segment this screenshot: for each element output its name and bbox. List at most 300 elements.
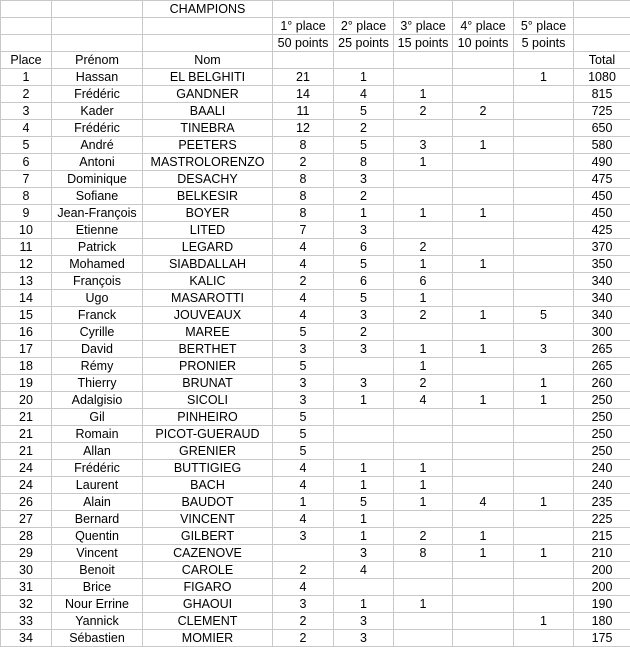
total-cell[interactable]: 190 bbox=[574, 596, 630, 613]
cell[interactable] bbox=[514, 1, 574, 18]
second-place-count[interactable]: 3 bbox=[334, 222, 394, 239]
total-cell[interactable]: 580 bbox=[574, 137, 630, 154]
second-place-count[interactable]: 8 bbox=[334, 154, 394, 171]
nom-cell[interactable]: MASTROLORENZO bbox=[143, 154, 273, 171]
points-header-3[interactable]: 15 points bbox=[394, 35, 453, 52]
place-cell[interactable]: 21 bbox=[1, 409, 52, 426]
total-cell[interactable]: 260 bbox=[574, 375, 630, 392]
nom-cell[interactable]: MASAROTTI bbox=[143, 290, 273, 307]
first-place-count[interactable]: 4 bbox=[273, 256, 334, 273]
second-place-count[interactable] bbox=[334, 443, 394, 460]
second-place-count[interactable] bbox=[334, 409, 394, 426]
total-cell[interactable]: 250 bbox=[574, 392, 630, 409]
first-place-count[interactable]: 4 bbox=[273, 477, 334, 494]
place-cell[interactable]: 3 bbox=[1, 103, 52, 120]
fourth-place-count[interactable] bbox=[453, 120, 514, 137]
nom-cell[interactable]: BUTTIGIEG bbox=[143, 460, 273, 477]
fourth-place-count[interactable] bbox=[453, 579, 514, 596]
second-place-count[interactable] bbox=[334, 579, 394, 596]
cell[interactable] bbox=[574, 18, 630, 35]
first-place-count[interactable]: 3 bbox=[273, 596, 334, 613]
fourth-place-count[interactable] bbox=[453, 171, 514, 188]
prenom-column-header[interactable]: Prénom bbox=[52, 52, 143, 69]
first-place-count[interactable]: 4 bbox=[273, 290, 334, 307]
place-header-5[interactable]: 5° place bbox=[514, 18, 574, 35]
first-place-count[interactable]: 12 bbox=[273, 120, 334, 137]
place-cell[interactable]: 17 bbox=[1, 341, 52, 358]
second-place-count[interactable] bbox=[334, 426, 394, 443]
fifth-place-count[interactable] bbox=[514, 256, 574, 273]
fifth-place-count[interactable] bbox=[514, 86, 574, 103]
third-place-count[interactable] bbox=[394, 562, 453, 579]
fourth-place-count[interactable] bbox=[453, 273, 514, 290]
third-place-count[interactable]: 1 bbox=[394, 477, 453, 494]
prenom-cell[interactable]: Frédéric bbox=[52, 86, 143, 103]
points-header-5[interactable]: 5 points bbox=[514, 35, 574, 52]
second-place-count[interactable]: 1 bbox=[334, 392, 394, 409]
nom-cell[interactable]: MAREE bbox=[143, 324, 273, 341]
third-place-count[interactable] bbox=[394, 630, 453, 647]
fourth-place-count[interactable]: 1 bbox=[453, 528, 514, 545]
third-place-count[interactable]: 2 bbox=[394, 528, 453, 545]
nom-cell[interactable]: GANDNER bbox=[143, 86, 273, 103]
fifth-place-count[interactable]: 5 bbox=[514, 307, 574, 324]
nom-cell[interactable]: PICOT-GUERAUD bbox=[143, 426, 273, 443]
prenom-cell[interactable]: Yannick bbox=[52, 613, 143, 630]
nom-cell[interactable]: LITED bbox=[143, 222, 273, 239]
third-place-count[interactable]: 1 bbox=[394, 494, 453, 511]
prenom-cell[interactable]: Gil bbox=[52, 409, 143, 426]
third-place-count[interactable]: 3 bbox=[394, 137, 453, 154]
total-cell[interactable]: 475 bbox=[574, 171, 630, 188]
first-place-count[interactable]: 8 bbox=[273, 171, 334, 188]
prenom-cell[interactable]: Brice bbox=[52, 579, 143, 596]
second-place-count[interactable]: 6 bbox=[334, 239, 394, 256]
third-place-count[interactable] bbox=[394, 222, 453, 239]
place-cell[interactable]: 31 bbox=[1, 579, 52, 596]
cell[interactable] bbox=[574, 1, 630, 18]
nom-cell[interactable]: VINCENT bbox=[143, 511, 273, 528]
fourth-place-count[interactable]: 1 bbox=[453, 341, 514, 358]
second-place-count[interactable]: 2 bbox=[334, 188, 394, 205]
third-place-count[interactable]: 2 bbox=[394, 307, 453, 324]
third-place-count[interactable] bbox=[394, 324, 453, 341]
nom-cell[interactable]: JOUVEAUX bbox=[143, 307, 273, 324]
first-place-count[interactable]: 3 bbox=[273, 341, 334, 358]
cell[interactable] bbox=[273, 1, 334, 18]
cell[interactable] bbox=[1, 35, 52, 52]
first-place-count[interactable]: 11 bbox=[273, 103, 334, 120]
cell[interactable] bbox=[1, 1, 52, 18]
prenom-cell[interactable]: Romain bbox=[52, 426, 143, 443]
first-place-count[interactable]: 5 bbox=[273, 443, 334, 460]
third-place-count[interactable] bbox=[394, 409, 453, 426]
place-cell[interactable]: 24 bbox=[1, 477, 52, 494]
fifth-place-count[interactable] bbox=[514, 239, 574, 256]
total-cell[interactable]: 340 bbox=[574, 290, 630, 307]
second-place-count[interactable] bbox=[334, 358, 394, 375]
prenom-cell[interactable]: David bbox=[52, 341, 143, 358]
total-cell[interactable]: 650 bbox=[574, 120, 630, 137]
fourth-place-count[interactable] bbox=[453, 375, 514, 392]
third-place-count[interactable] bbox=[394, 443, 453, 460]
fifth-place-count[interactable]: 1 bbox=[514, 545, 574, 562]
second-place-count[interactable]: 5 bbox=[334, 290, 394, 307]
nom-cell[interactable]: MOMIER bbox=[143, 630, 273, 647]
place-cell[interactable]: 8 bbox=[1, 188, 52, 205]
fifth-place-count[interactable] bbox=[514, 630, 574, 647]
third-place-count[interactable] bbox=[394, 613, 453, 630]
nom-cell[interactable]: PINHEIRO bbox=[143, 409, 273, 426]
third-place-count[interactable] bbox=[394, 171, 453, 188]
prenom-cell[interactable]: Quentin bbox=[52, 528, 143, 545]
third-place-count[interactable]: 1 bbox=[394, 596, 453, 613]
fourth-place-count[interactable]: 4 bbox=[453, 494, 514, 511]
second-place-count[interactable]: 2 bbox=[334, 324, 394, 341]
fifth-place-count[interactable] bbox=[514, 460, 574, 477]
fifth-place-count[interactable] bbox=[514, 120, 574, 137]
place-cell[interactable]: 32 bbox=[1, 596, 52, 613]
third-place-count[interactable] bbox=[394, 120, 453, 137]
second-place-count[interactable]: 3 bbox=[334, 171, 394, 188]
prenom-cell[interactable]: Patrick bbox=[52, 239, 143, 256]
nom-cell[interactable]: SIABDALLAH bbox=[143, 256, 273, 273]
prenom-cell[interactable]: Antoni bbox=[52, 154, 143, 171]
fifth-place-count[interactable] bbox=[514, 273, 574, 290]
first-place-count[interactable]: 1 bbox=[273, 494, 334, 511]
place-cell[interactable]: 28 bbox=[1, 528, 52, 545]
second-place-count[interactable]: 6 bbox=[334, 273, 394, 290]
prenom-cell[interactable]: Ugo bbox=[52, 290, 143, 307]
total-cell[interactable]: 250 bbox=[574, 426, 630, 443]
fourth-place-count[interactable]: 1 bbox=[453, 307, 514, 324]
points-header-1[interactable]: 50 points bbox=[273, 35, 334, 52]
total-cell[interactable]: 340 bbox=[574, 307, 630, 324]
prenom-cell[interactable]: Thierry bbox=[52, 375, 143, 392]
fifth-place-count[interactable]: 3 bbox=[514, 341, 574, 358]
first-place-count[interactable]: 5 bbox=[273, 358, 334, 375]
first-place-count[interactable]: 2 bbox=[273, 630, 334, 647]
cell[interactable] bbox=[334, 52, 394, 69]
total-cell[interactable]: 815 bbox=[574, 86, 630, 103]
first-place-count[interactable]: 8 bbox=[273, 205, 334, 222]
nom-cell[interactable]: PEETERS bbox=[143, 137, 273, 154]
cell[interactable] bbox=[334, 1, 394, 18]
nom-cell[interactable]: BAUDOT bbox=[143, 494, 273, 511]
third-place-count[interactable]: 1 bbox=[394, 154, 453, 171]
second-place-count[interactable]: 3 bbox=[334, 630, 394, 647]
place-cell[interactable]: 15 bbox=[1, 307, 52, 324]
cell[interactable] bbox=[273, 52, 334, 69]
fourth-place-count[interactable]: 1 bbox=[453, 545, 514, 562]
fifth-place-count[interactable] bbox=[514, 103, 574, 120]
nom-cell[interactable]: SICOLI bbox=[143, 392, 273, 409]
place-cell[interactable]: 34 bbox=[1, 630, 52, 647]
place-header-4[interactable]: 4° place bbox=[453, 18, 514, 35]
prenom-cell[interactable]: Frédéric bbox=[52, 120, 143, 137]
nom-cell[interactable]: BAALI bbox=[143, 103, 273, 120]
nom-cell[interactable]: FIGARO bbox=[143, 579, 273, 596]
total-cell[interactable]: 1080 bbox=[574, 69, 630, 86]
third-place-count[interactable]: 1 bbox=[394, 341, 453, 358]
fifth-place-count[interactable] bbox=[514, 205, 574, 222]
cell[interactable] bbox=[514, 52, 574, 69]
cell[interactable] bbox=[143, 18, 273, 35]
first-place-count[interactable]: 8 bbox=[273, 188, 334, 205]
first-place-count[interactable]: 2 bbox=[273, 273, 334, 290]
fourth-place-count[interactable]: 1 bbox=[453, 137, 514, 154]
first-place-count[interactable]: 5 bbox=[273, 409, 334, 426]
prenom-cell[interactable]: Nour Errine bbox=[52, 596, 143, 613]
prenom-cell[interactable]: Vincent bbox=[52, 545, 143, 562]
prenom-cell[interactable]: Bernard bbox=[52, 511, 143, 528]
second-place-count[interactable]: 4 bbox=[334, 86, 394, 103]
total-cell[interactable]: 200 bbox=[574, 579, 630, 596]
place-cell[interactable]: 10 bbox=[1, 222, 52, 239]
fifth-place-count[interactable] bbox=[514, 562, 574, 579]
fourth-place-count[interactable] bbox=[453, 477, 514, 494]
fourth-place-count[interactable] bbox=[453, 69, 514, 86]
first-place-count[interactable]: 4 bbox=[273, 239, 334, 256]
total-cell[interactable]: 200 bbox=[574, 562, 630, 579]
place-cell[interactable]: 20 bbox=[1, 392, 52, 409]
total-cell[interactable]: 250 bbox=[574, 443, 630, 460]
second-place-count[interactable]: 1 bbox=[334, 528, 394, 545]
cell[interactable] bbox=[52, 1, 143, 18]
second-place-count[interactable]: 1 bbox=[334, 205, 394, 222]
fourth-place-count[interactable]: 2 bbox=[453, 103, 514, 120]
first-place-count[interactable]: 2 bbox=[273, 562, 334, 579]
fourth-place-count[interactable] bbox=[453, 443, 514, 460]
place-cell[interactable]: 11 bbox=[1, 239, 52, 256]
fifth-place-count[interactable]: 1 bbox=[514, 613, 574, 630]
first-place-count[interactable]: 7 bbox=[273, 222, 334, 239]
place-cell[interactable]: 33 bbox=[1, 613, 52, 630]
fifth-place-count[interactable] bbox=[514, 154, 574, 171]
prenom-cell[interactable]: Hassan bbox=[52, 69, 143, 86]
nom-cell[interactable]: KALIC bbox=[143, 273, 273, 290]
total-cell[interactable]: 450 bbox=[574, 188, 630, 205]
fifth-place-count[interactable] bbox=[514, 358, 574, 375]
place-cell[interactable]: 5 bbox=[1, 137, 52, 154]
prenom-cell[interactable]: Adalgisio bbox=[52, 392, 143, 409]
third-place-count[interactable]: 1 bbox=[394, 86, 453, 103]
total-cell[interactable]: 490 bbox=[574, 154, 630, 171]
second-place-count[interactable]: 5 bbox=[334, 494, 394, 511]
fourth-place-count[interactable] bbox=[453, 86, 514, 103]
second-place-count[interactable]: 3 bbox=[334, 307, 394, 324]
points-header-2[interactable]: 25 points bbox=[334, 35, 394, 52]
place-cell[interactable]: 30 bbox=[1, 562, 52, 579]
first-place-count[interactable]: 2 bbox=[273, 613, 334, 630]
first-place-count[interactable]: 4 bbox=[273, 460, 334, 477]
second-place-count[interactable]: 1 bbox=[334, 511, 394, 528]
nom-cell[interactable]: GHAOUI bbox=[143, 596, 273, 613]
first-place-count[interactable]: 3 bbox=[273, 528, 334, 545]
third-place-count[interactable]: 6 bbox=[394, 273, 453, 290]
cell[interactable] bbox=[574, 35, 630, 52]
fifth-place-count[interactable] bbox=[514, 579, 574, 596]
nom-cell[interactable]: EL BELGHITI bbox=[143, 69, 273, 86]
nom-cell[interactable]: CAZENOVE bbox=[143, 545, 273, 562]
fifth-place-count[interactable] bbox=[514, 426, 574, 443]
place-cell[interactable]: 18 bbox=[1, 358, 52, 375]
prenom-cell[interactable]: Allan bbox=[52, 443, 143, 460]
place-header-2[interactable]: 2° place bbox=[334, 18, 394, 35]
prenom-cell[interactable]: Franck bbox=[52, 307, 143, 324]
fifth-place-count[interactable] bbox=[514, 171, 574, 188]
prenom-cell[interactable]: Sébastien bbox=[52, 630, 143, 647]
fourth-place-count[interactable] bbox=[453, 222, 514, 239]
fourth-place-count[interactable] bbox=[453, 188, 514, 205]
fifth-place-count[interactable]: 1 bbox=[514, 392, 574, 409]
nom-cell[interactable]: GRENIER bbox=[143, 443, 273, 460]
nom-cell[interactable]: LEGARD bbox=[143, 239, 273, 256]
cell[interactable] bbox=[453, 1, 514, 18]
fifth-place-count[interactable] bbox=[514, 511, 574, 528]
total-cell[interactable]: 225 bbox=[574, 511, 630, 528]
third-place-count[interactable]: 1 bbox=[394, 290, 453, 307]
fifth-place-count[interactable] bbox=[514, 188, 574, 205]
second-place-count[interactable]: 5 bbox=[334, 103, 394, 120]
third-place-count[interactable] bbox=[394, 188, 453, 205]
fourth-place-count[interactable] bbox=[453, 596, 514, 613]
place-header-1[interactable]: 1° place bbox=[273, 18, 334, 35]
place-cell[interactable]: 19 bbox=[1, 375, 52, 392]
third-place-count[interactable]: 2 bbox=[394, 239, 453, 256]
total-cell[interactable]: 210 bbox=[574, 545, 630, 562]
first-place-count[interactable] bbox=[273, 545, 334, 562]
first-place-count[interactable]: 5 bbox=[273, 426, 334, 443]
place-cell[interactable]: 24 bbox=[1, 460, 52, 477]
first-place-count[interactable]: 3 bbox=[273, 375, 334, 392]
sheet-title[interactable]: CHAMPIONS bbox=[143, 1, 273, 18]
fourth-place-count[interactable] bbox=[453, 358, 514, 375]
nom-cell[interactable]: GILBERT bbox=[143, 528, 273, 545]
third-place-count[interactable] bbox=[394, 69, 453, 86]
second-place-count[interactable]: 3 bbox=[334, 613, 394, 630]
third-place-count[interactable] bbox=[394, 511, 453, 528]
fourth-place-count[interactable] bbox=[453, 324, 514, 341]
fourth-place-count[interactable]: 1 bbox=[453, 392, 514, 409]
second-place-count[interactable]: 5 bbox=[334, 137, 394, 154]
place-cell[interactable]: 26 bbox=[1, 494, 52, 511]
fourth-place-count[interactable] bbox=[453, 239, 514, 256]
fourth-place-count[interactable] bbox=[453, 562, 514, 579]
first-place-count[interactable]: 4 bbox=[273, 579, 334, 596]
nom-cell[interactable]: PRONIER bbox=[143, 358, 273, 375]
prenom-cell[interactable]: Dominique bbox=[52, 171, 143, 188]
first-place-count[interactable]: 8 bbox=[273, 137, 334, 154]
total-cell[interactable]: 370 bbox=[574, 239, 630, 256]
prenom-cell[interactable]: Frédéric bbox=[52, 460, 143, 477]
place-cell[interactable]: 6 bbox=[1, 154, 52, 171]
place-cell[interactable]: 27 bbox=[1, 511, 52, 528]
place-cell[interactable]: 29 bbox=[1, 545, 52, 562]
third-place-count[interactable]: 4 bbox=[394, 392, 453, 409]
fifth-place-count[interactable]: 1 bbox=[514, 375, 574, 392]
nom-cell[interactable]: CAROLE bbox=[143, 562, 273, 579]
total-column-header[interactable]: Total bbox=[574, 52, 630, 69]
third-place-count[interactable]: 1 bbox=[394, 358, 453, 375]
nom-cell[interactable]: TINEBRA bbox=[143, 120, 273, 137]
second-place-count[interactable]: 2 bbox=[334, 120, 394, 137]
fifth-place-count[interactable] bbox=[514, 324, 574, 341]
nom-cell[interactable]: BERTHET bbox=[143, 341, 273, 358]
total-cell[interactable]: 235 bbox=[574, 494, 630, 511]
third-place-count[interactable]: 1 bbox=[394, 460, 453, 477]
fourth-place-count[interactable] bbox=[453, 630, 514, 647]
total-cell[interactable]: 250 bbox=[574, 409, 630, 426]
fourth-place-count[interactable] bbox=[453, 460, 514, 477]
prenom-cell[interactable]: Rémy bbox=[52, 358, 143, 375]
place-cell[interactable]: 14 bbox=[1, 290, 52, 307]
total-cell[interactable]: 265 bbox=[574, 341, 630, 358]
nom-cell[interactable]: CLEMENT bbox=[143, 613, 273, 630]
prenom-cell[interactable]: Jean-François bbox=[52, 205, 143, 222]
nom-cell[interactable]: BRUNAT bbox=[143, 375, 273, 392]
cell[interactable] bbox=[1, 18, 52, 35]
place-header-3[interactable]: 3° place bbox=[394, 18, 453, 35]
prenom-cell[interactable]: Alain bbox=[52, 494, 143, 511]
cell[interactable] bbox=[52, 35, 143, 52]
total-cell[interactable]: 265 bbox=[574, 358, 630, 375]
third-place-count[interactable]: 2 bbox=[394, 375, 453, 392]
prenom-cell[interactable]: Mohamed bbox=[52, 256, 143, 273]
first-place-count[interactable]: 3 bbox=[273, 392, 334, 409]
fifth-place-count[interactable] bbox=[514, 528, 574, 545]
first-place-count[interactable]: 4 bbox=[273, 307, 334, 324]
second-place-count[interactable]: 3 bbox=[334, 545, 394, 562]
second-place-count[interactable]: 1 bbox=[334, 460, 394, 477]
cell[interactable] bbox=[52, 18, 143, 35]
fifth-place-count[interactable] bbox=[514, 596, 574, 613]
total-cell[interactable]: 240 bbox=[574, 460, 630, 477]
prenom-cell[interactable]: Cyrille bbox=[52, 324, 143, 341]
total-cell[interactable]: 725 bbox=[574, 103, 630, 120]
third-place-count[interactable]: 1 bbox=[394, 205, 453, 222]
place-cell[interactable]: 16 bbox=[1, 324, 52, 341]
first-place-count[interactable]: 21 bbox=[273, 69, 334, 86]
prenom-cell[interactable]: Kader bbox=[52, 103, 143, 120]
second-place-count[interactable]: 1 bbox=[334, 69, 394, 86]
total-cell[interactable]: 175 bbox=[574, 630, 630, 647]
second-place-count[interactable]: 4 bbox=[334, 562, 394, 579]
fourth-place-count[interactable] bbox=[453, 154, 514, 171]
place-cell[interactable]: 7 bbox=[1, 171, 52, 188]
fifth-place-count[interactable] bbox=[514, 443, 574, 460]
prenom-cell[interactable]: Benoit bbox=[52, 562, 143, 579]
place-cell[interactable]: 21 bbox=[1, 426, 52, 443]
prenom-cell[interactable]: Laurent bbox=[52, 477, 143, 494]
cell[interactable] bbox=[394, 1, 453, 18]
cell[interactable] bbox=[394, 52, 453, 69]
total-cell[interactable]: 180 bbox=[574, 613, 630, 630]
place-cell[interactable]: 13 bbox=[1, 273, 52, 290]
place-cell[interactable]: 21 bbox=[1, 443, 52, 460]
fifth-place-count[interactable]: 1 bbox=[514, 494, 574, 511]
fifth-place-count[interactable] bbox=[514, 477, 574, 494]
points-header-4[interactable]: 10 points bbox=[453, 35, 514, 52]
place-cell[interactable]: 12 bbox=[1, 256, 52, 273]
nom-cell[interactable]: DESACHY bbox=[143, 171, 273, 188]
second-place-count[interactable]: 1 bbox=[334, 477, 394, 494]
place-cell[interactable]: 2 bbox=[1, 86, 52, 103]
fourth-place-count[interactable] bbox=[453, 613, 514, 630]
third-place-count[interactable]: 1 bbox=[394, 256, 453, 273]
fourth-place-count[interactable] bbox=[453, 426, 514, 443]
fourth-place-count[interactable] bbox=[453, 409, 514, 426]
